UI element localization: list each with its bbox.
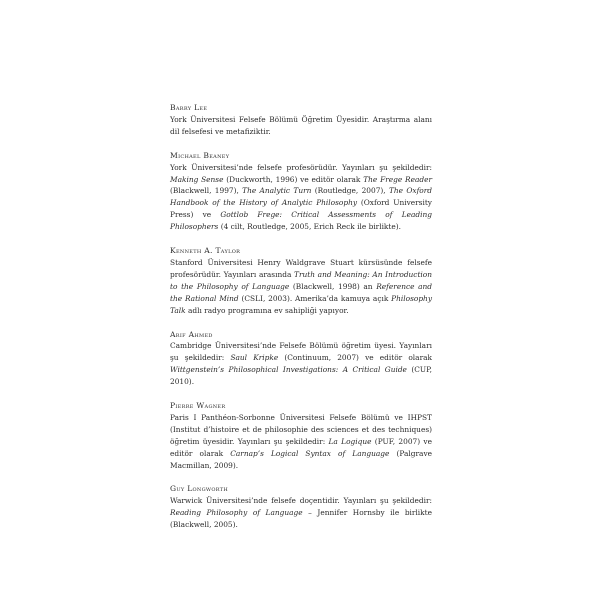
bio-text: (Routledge, 2007), <box>311 186 389 196</box>
contributor-bio <box>170 114 432 138</box>
bio-text: (Blackwell, 1998) an <box>289 281 377 291</box>
bio-title-italic: Wittgenstein’s Philosophical Investigations: A Critical Guide <box>170 365 407 375</box>
bio-text: York Üniversitesi’nde felsefe profesörüdür. Yayınları şu şekildedir: <box>170 162 432 172</box>
contributor-entry <box>170 329 432 389</box>
bio-text: York Üniversitesi Felsefe Bölümü Öğretim Üyesidir. Araştırma alanı dil felsefesi ve metafiziktir. <box>170 114 432 136</box>
contributor-bio <box>170 257 432 317</box>
bio-text: Warwick Üniversitesi’nde felsefe doçentidir. Yayınları şu şekildedir: <box>170 496 432 506</box>
bio-text: – Jennifer Hornsby ile birlikte (Blackwell, 2005). <box>170 508 432 530</box>
bio-title-italic: Carnap’s Logical Syntax of Language <box>230 448 390 458</box>
contributor-bio <box>170 340 432 388</box>
bio-title-italic: The Analytic Turn <box>242 186 312 196</box>
bio-text: (PUF, 2007) ve editör olarak <box>170 436 432 458</box>
bio-text: (Blackwell, 1997), <box>170 186 243 196</box>
bio-title-italic: Saul Kripke <box>230 353 279 363</box>
contributors-list <box>170 102 432 543</box>
bio-title-italic: Reference and the Rational Mind <box>170 281 433 303</box>
bio-text: (4 cilt, Routledge, 2005, Erich Reck ile birlikte). <box>218 222 401 232</box>
contributor-name: Arif Ahmed <box>170 329 213 339</box>
bio-title-italic: Reading Philosophy of Language <box>170 508 303 518</box>
bio-text: Stanford Üniversitesi Henry Waldgrave Stuart kürsüsünde felsefe profesörüdür. Yayınları arasında <box>170 257 432 279</box>
bio-text: (Continuum, 2007) ve editör olarak <box>278 353 432 363</box>
bio-title-italic: The Oxford Handbook of the History of Analytic Philosophy <box>170 186 433 208</box>
bio-title-italic: La Logique <box>328 436 372 446</box>
bio-text: adlı radyo programına ev sahipliği yapıyor. <box>185 305 349 315</box>
contributor-entry <box>170 102 432 138</box>
bio-text: (Oxford University Press) ve <box>170 198 432 220</box>
contributor-name: Guy Longworth <box>170 484 229 494</box>
contributor-bio <box>170 412 432 472</box>
contributor-name: Kenneth A. Taylor <box>170 246 241 256</box>
bio-text: Cambridge Üniversitesi’nde Felsefe Bölümü öğretim üyesi. Yayınları şu şekildedir: <box>170 341 432 363</box>
bio-title-italic: Gottlob Frege: Critical Assessments of Leading Philosophers <box>170 210 432 232</box>
contributor-name: Pierre Wagner <box>170 401 226 411</box>
bio-text: (Palgrave Macmillan, 2009). <box>170 448 432 470</box>
bio-title-italic: Making Sense <box>170 174 224 184</box>
bio-text: (CUP, 2010). <box>170 365 432 387</box>
contributor-entry <box>170 400 432 471</box>
contributor-name: Barry Lee <box>170 103 208 112</box>
contributor-entry <box>170 483 432 531</box>
bio-text: (CSLI, 2003). Amerika’da kamuya açık <box>238 293 392 303</box>
bio-title-italic: Truth and Meaning: An Introduction to the Philosophy of Language <box>170 269 432 291</box>
bio-title-italic: The Frege Reader <box>363 174 432 184</box>
bio-text: (Duckworth, 1996) ve editör olarak <box>223 174 364 184</box>
contributor-bio <box>170 162 432 233</box>
contributor-bio <box>170 495 432 531</box>
contributor-name: Michael Beaney <box>170 150 230 160</box>
contributor-entry <box>170 150 432 233</box>
bio-text: Paris I Panthéon-Sorbonne Üniversitesi Felsefe Bölümü ve IHPST (Institut d’histoire et de philosophie des sciences et des techniques) öğretim üyesidir. Yayınları şu şekildedir: <box>170 412 432 446</box>
contributor-entry <box>170 245 432 316</box>
bio-title-italic: Philosophy Talk <box>170 293 432 315</box>
